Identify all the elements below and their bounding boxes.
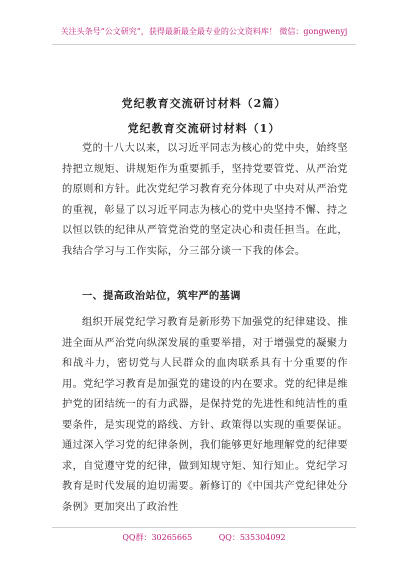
header-banner <box>0 0 408 46</box>
subheading-1: 一、提高政治站位，筑牢严的基调 <box>82 290 241 302</box>
document-title: 党纪教育交流研讨材料（2篇） <box>121 97 287 110</box>
footer-qq: QQ：535304092 <box>218 533 286 542</box>
section-title: 党纪教育交流研讨材料（1） <box>127 122 281 135</box>
paragraph-2: 组织开展党纪学习教育是新形势下加强党的纪律建设、推进全面从严治党向纵深发展的重要举措，对于增强党的凝聚力和战斗力，密切党与人民群众的血肉联系具有十分重要的作用。党纪学习教育是加强党的建设的内在要求。党的纪律是维护党的团结统一的有力武器，是保持党的先进性和纯洁性的重要条件，是实现党的路线、方针、政策得以实现的重要保证。通过深入学习党的纪律条例，我们能够更好地理解党的纪律要求，自觉遵守党的纪律，做到知规守矩、知行知止。党纪学习教育是时代发展的迫切需要。新修订的《中国共产党纪律处分条例》更加突出了政治性 <box>62 317 348 513</box>
header-divider <box>52 44 356 45</box>
footer-divider <box>52 527 356 528</box>
header-promo-text: 关注头条号“公文研究”，获得最新最全最专业的公文资料库！ 微信：gongwenyj <box>60 27 348 36</box>
paragraph-1: 党的十八大以来，以习近平同志为核心的党中央，始终坚持把立规矩、讲规矩作为重要抓手，坚持党要管党、从严治党的原则和方针。此次党纪学习教育充分体现了中央对从严治党的重视，彰显了以习近平同志为核心的党中央坚持不懈、持之以恒以铁的纪律从严管党治党的坚定决心和责任担当。在此，我结合学习与工作实际，分三部分谈一下我的体会。 <box>62 143 348 257</box>
footer-qq-group: QQ群：30265665 <box>122 533 193 542</box>
footer-contact <box>0 532 408 543</box>
